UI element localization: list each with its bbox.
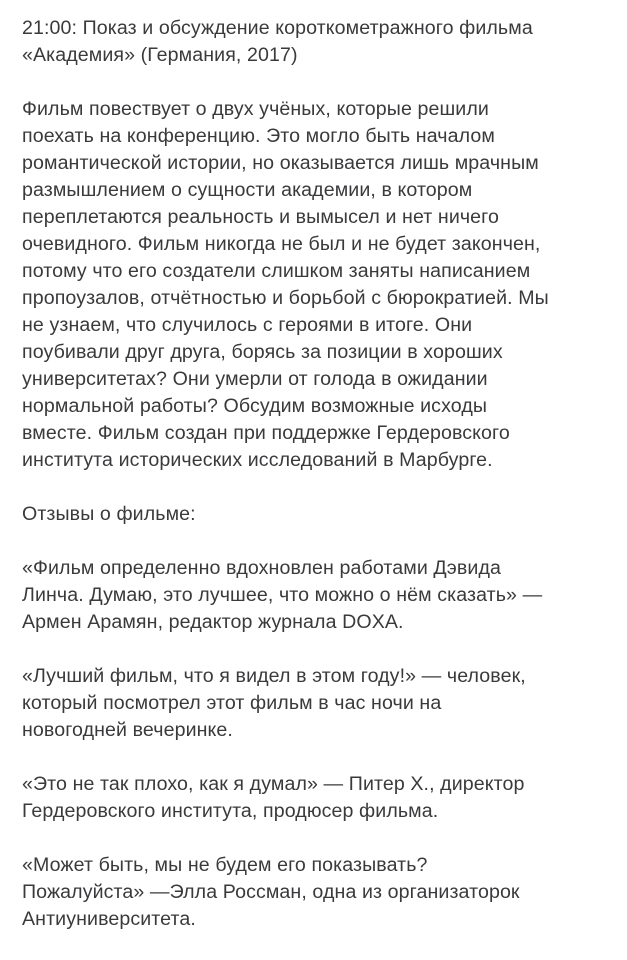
film-description: Фильм повествует о двух учёных, которые решили поехать на конференцию. Это могло быть началом романтической истории, но оказывается лишь мрачным размышлением о сущности академии, в котором переплетаются реальность и вымысел и нет ничего очевидного. Фильм никогда не был и не будет закончен, потому что его создатели слишком заняты написанием пропоузалов, отчётностью и борьбой с бюрократией. Мы не узнаем, что случилось с героями в итоге. Они поубивали друг друга, борясь за позиции в хороших университетах? Они умерли от голода в ожидании нормальной работы? Обсудим возможные исходы вместе. Фильм создан при поддержке Гердеровского института исторических исследований в Марбурге. <box>22 98 549 471</box>
review-quote: «Это не так плохо, как я думал» — Питер Х., директор Гердеровского института, продюсер фильма. <box>22 773 525 822</box>
review-quote: «Может быть, мы не будем его показывать? Пожалуйста» —Элла Россман, одна из организаторок Антиуниверситета. <box>22 854 520 930</box>
review-quote: «Фильм определенно вдохновлен работами Дэвида Линча. Думаю, это лучшее, что можно о нём сказать» — Армен Арамян, редактор журнала DOXA. <box>22 557 543 633</box>
reviews-heading: Отзывы о фильме: <box>22 503 196 525</box>
event-header: 21:00: Показ и обсуждение короткометражного фильма «Академия» (Германия, 2017) <box>22 17 533 66</box>
review-quote: «Лучший фильм, что я видел в этом году!» — человек, который посмотрел этот фильм в час ночи на новогодней вечеринке. <box>22 665 526 741</box>
post-body <box>22 15 622 933</box>
